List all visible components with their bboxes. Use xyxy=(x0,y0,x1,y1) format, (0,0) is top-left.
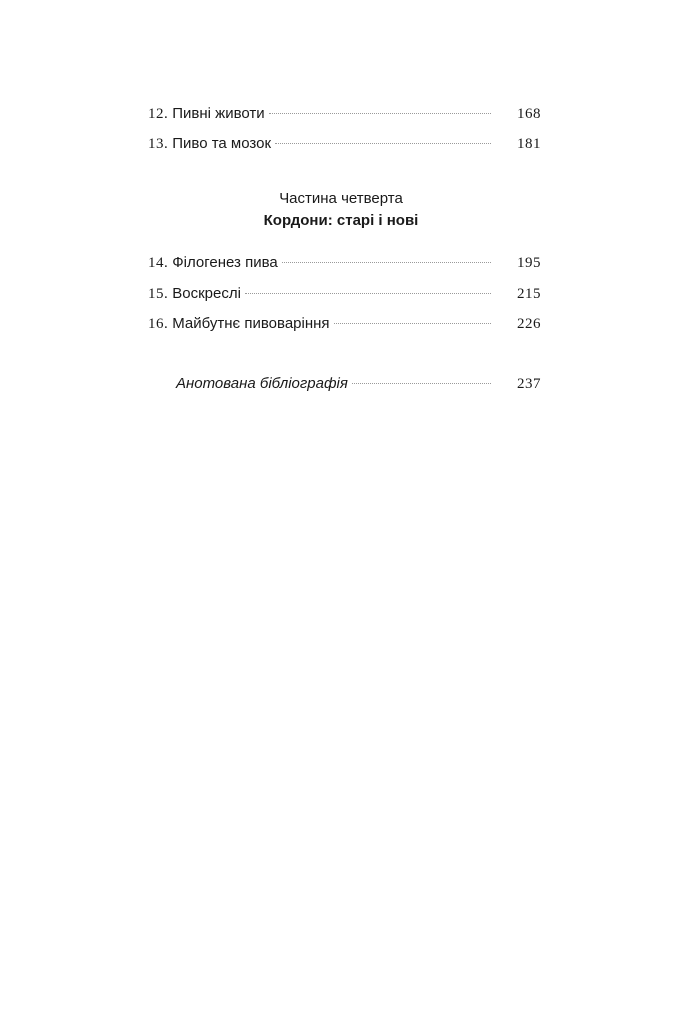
chapter-title: Пиво та мозок xyxy=(172,135,272,152)
part-label: Частина четверта xyxy=(279,190,403,207)
dot-leader xyxy=(334,323,491,324)
dot-leader xyxy=(275,143,491,144)
chapter-title: Майбутнє пивоваріння xyxy=(172,315,330,332)
bibliography-title: Анотована бібліографія xyxy=(176,375,348,392)
toc-entry-15[interactable] xyxy=(148,284,541,304)
dot-leader xyxy=(282,262,491,263)
page-number: 168 xyxy=(517,106,541,122)
chapter-number: 12. xyxy=(148,106,169,122)
toc-entry-14[interactable] xyxy=(148,253,541,273)
dot-leader xyxy=(269,113,491,114)
toc-entry-13[interactable] xyxy=(148,134,541,154)
chapter-number: 13. xyxy=(148,136,169,152)
page-number: 215 xyxy=(517,286,541,302)
part-title: Кордони: старі і нові xyxy=(263,212,419,229)
page-number: 195 xyxy=(517,255,541,271)
page-number: 237 xyxy=(517,376,541,392)
chapter-number: 14. xyxy=(148,255,169,271)
toc-entry-12[interactable] xyxy=(148,104,541,124)
dot-leader xyxy=(352,383,491,384)
page-number: 226 xyxy=(517,316,541,332)
chapter-title: Воскреслі xyxy=(172,285,241,302)
page-number: 181 xyxy=(517,136,541,152)
toc-entry-bibliography[interactable] xyxy=(148,374,541,394)
chapter-title: Пивні животи xyxy=(172,105,265,122)
chapter-number: 15. xyxy=(148,286,169,302)
toc-entry-16[interactable] xyxy=(148,314,541,334)
dot-leader xyxy=(245,293,491,294)
chapter-title: Філогенез пива xyxy=(172,254,278,271)
chapter-number: 16. xyxy=(148,316,169,332)
